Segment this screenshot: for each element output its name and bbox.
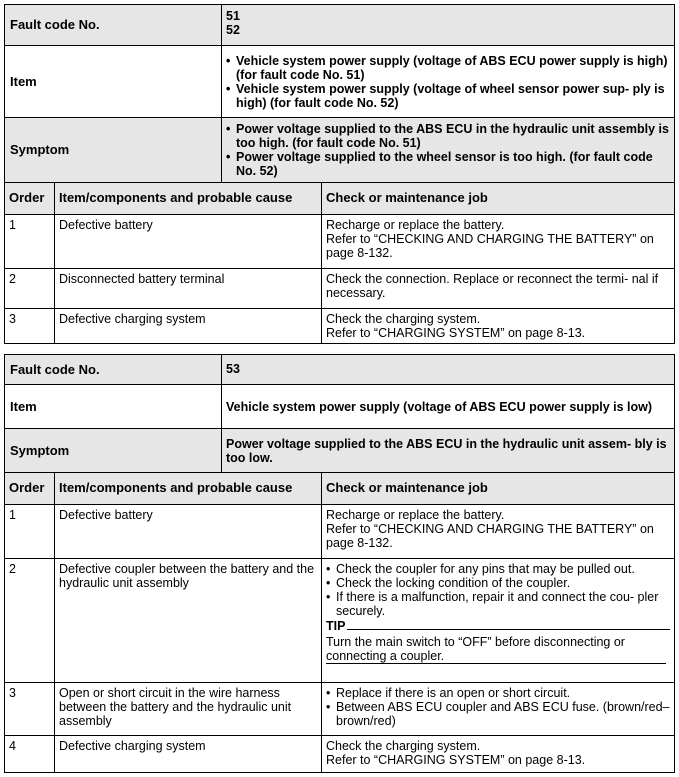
fault-code-51: 51 (226, 9, 240, 23)
table-row (5, 269, 674, 309)
header-job: Check or maintenance job (321, 183, 674, 214)
job-bullet: • Replace if there is an open or short circuit. (326, 686, 670, 700)
cause-cell: Open or short circuit in the wire harness between the battery and the hydraulic unit assembly (54, 683, 321, 735)
item-row (5, 46, 674, 118)
job-bullet: • Check the locking condition of the coupler. (326, 576, 670, 590)
fault-code-value (221, 5, 674, 45)
order-cell: 1 (9, 218, 16, 232)
job-bullet: • Between ABS ECU coupler and ABS ECU fuse. (brown/red–brown/red) (326, 700, 670, 728)
job-cell: Recharge or replace the battery. Refer to “CHECKING AND CHARGING THE BATTERY” on page 8-132. (321, 215, 674, 268)
order-cell: 4 (9, 739, 16, 753)
header-job: Check or maintenance job (321, 473, 674, 504)
cause-cell: Disconnected battery terminal (54, 269, 321, 308)
symptom-row (5, 429, 674, 473)
job-cell: Recharge or replace the battery. Refer to “CHECKING AND CHARGING THE BATTERY” on page 8-132. (321, 505, 674, 558)
table-header-row (5, 473, 674, 505)
job-cell (321, 559, 674, 682)
fault-code-label: Fault code No. (10, 17, 100, 32)
item-row (5, 385, 674, 429)
item-label: Item (10, 398, 37, 414)
header-cause: Item/components and probable cause (54, 183, 321, 214)
order-cell: 1 (9, 508, 16, 522)
table-row (5, 559, 674, 683)
order-cell: 3 (9, 686, 16, 700)
table-header-row (5, 183, 674, 215)
tip-text: Turn the main switch to “OFF” before disconnecting or connecting a coupler. (326, 635, 666, 664)
cause-cell: Defective battery (54, 215, 321, 268)
item-label: Item (10, 73, 37, 89)
cause-cell: Defective charging system (54, 736, 321, 772)
fault-code-label: Fault code No. (10, 361, 100, 377)
item-value (221, 46, 674, 117)
fault-table-53 (4, 354, 675, 773)
tip-rule (347, 629, 670, 630)
tip-label: TIP (326, 619, 346, 633)
symptom-label: Symptom (10, 142, 70, 157)
fault-code-52: 52 (226, 23, 240, 37)
order-cell: 2 (9, 272, 16, 286)
table-row (5, 683, 674, 736)
table-row (5, 505, 674, 559)
symptom-label: Symptom (10, 442, 70, 458)
symptom-line-52: • Power voltage supplied to the wheel sensor is too high. (for fault code No. 52) (226, 150, 670, 178)
order-cell: 2 (9, 562, 16, 576)
symptom-line-51: • Power voltage supplied to the ABS ECU in the hydraulic unit assembly is too high. (for fault code No. 51) (226, 122, 670, 150)
job-cell: Check the charging system. Refer to “CHARGING SYSTEM” on page 8-13. (321, 736, 674, 772)
cause-cell: Defective coupler between the battery and the hydraulic unit assembly (54, 559, 321, 682)
fault-code-row (5, 5, 674, 46)
symptom-row (5, 118, 674, 183)
cause-cell: Defective battery (54, 505, 321, 558)
table-row (5, 215, 674, 269)
order-cell: 3 (9, 312, 16, 326)
item-value: Vehicle system power supply (voltage of ABS ECU power supply is low) (221, 385, 674, 428)
fault-code-row (5, 355, 674, 385)
table-row (5, 309, 674, 343)
fault-code-value: 53 (221, 355, 674, 384)
tip-heading (326, 619, 670, 633)
item-line-51: • Vehicle system power supply (voltage of ABS ECU power supply is high) (for fault code No. 51) (226, 54, 670, 82)
item-line-52: • Vehicle system power supply (voltage of wheel sensor power sup- ply is high) (for fault code No. 52) (226, 82, 670, 110)
job-bullet: • Check the coupler for any pins that may be pulled out. (326, 562, 670, 576)
job-cell: Check the charging system. Refer to “CHARGING SYSTEM” on page 8-13. (321, 309, 674, 343)
header-order: Order (9, 480, 45, 495)
job-cell: Check the connection. Replace or reconnect the termi- nal if necessary. (321, 269, 674, 308)
cause-cell: Defective charging system (54, 309, 321, 343)
symptom-value: Power voltage supplied to the ABS ECU in the hydraulic unit assem- bly is too low. (221, 429, 674, 472)
header-order: Order (9, 190, 45, 205)
fault-table-51-52 (4, 4, 675, 344)
job-cell (321, 683, 674, 735)
header-cause: Item/components and probable cause (54, 473, 321, 504)
job-bullet: • If there is a malfunction, repair it and connect the cou- pler securely. (326, 590, 670, 618)
table-row (5, 736, 674, 772)
symptom-value (221, 118, 674, 182)
